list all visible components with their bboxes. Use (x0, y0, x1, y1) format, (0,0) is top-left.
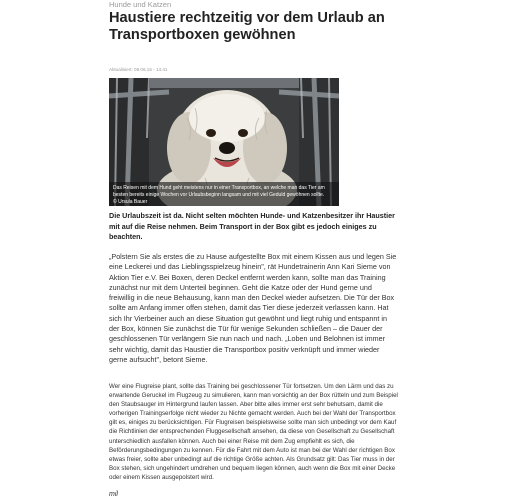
article-image[interactable] (109, 78, 339, 206)
article-paragraph: Wer eine Flugreise plant, sollte das Training bei geschlossener Tür fortsetzen. Um den Lärm und das zu erwartende Geruckel im Flugzeug zu simulieren, kann man vorsichtig an der Box rütteln und zum Beispiel den Staubsauger im Hintergrund laufen lassen. Aber bitte alles immer erst sehr behutsam, damit die vorherigen Trainingserfolge nicht wieder zu Nichte gemacht werden. Auch bei der Wahl der Transportbox gilt es, einiges zu berücksichtigen. Für Flugreisen beispielsweise sollte man sich unbedingt vor dem Kauf die Richtlinien der entsprechenden Fluggesellschaft ansehen, da diese von Gesellschaft zu Gesellschaft unterschiedlich ausfallen können. Auch bei einer Reise mit dem Zug empfiehlt es sich, die Beförderungsbedingungen zu kennen. Für die Fahrt mit dem Auto ist man bei der Wahl der richtigen Box etwas freier, sollte aber unbedingt auf die richtige Größe achten. Als Grundsatz gilt: Das Tier muss in der Box stehen, sich ungehindert umdrehen und bequem liegen können, auch wenn die Box mit einer Decke oder einem Kissen ausgepolstert wird. (109, 383, 398, 481)
image-credit: © Ursula Bauer (113, 199, 148, 206)
article-title: Haustiere rechtzeitig vor dem Urlaub an Transportboxen gewöhnen (109, 10, 385, 43)
article-date: Aktualisiert: 08.06.15 - 14:41 (109, 67, 168, 72)
image-caption: Das Reisen mit dem Hund geht meistens nur in einer Transportbox, an welche man das Tier am besten bereits einige Wochen vor Urlaubsbeginn langsam und mit viel Geduld gewöhnen sollte. (113, 185, 325, 198)
author-signature: mil (109, 491, 118, 498)
article-lead: Die Urlaubszeit ist da. Nicht selten möchten Hunde- und Katzenbesitzer ihr Haustier mit auf die Reise nehmen. Beim Transport in der Box gibt es jedoch einiges zu beachten. (109, 211, 395, 242)
article-category[interactable]: Hunde und Katzen (109, 0, 172, 9)
image-caption-box (109, 182, 339, 206)
article-paragraph: „Polstern Sie als erstes die zu Hause aufgestellte Box mit einem Kissen aus und legen Sie eine Leckerei und das Lieblingsspielzeug hinein", rät Hundetrainerin Ann Kari Sieme von Aktion Tier e.V. Bei Boxen, deren Deckel entfernt werden kann, sollte man das Training zunächst nur mit dem Unterteil beginnen. Geht die Katze oder der Hund gerne und freiwillig in die neue Behausung, kann man den Deckel wieder aufsetzen. Die Tür der Box sollte am Anfang immer offen stehen, damit das Tier diese jederzeit verlassen kann. Hat sich Ihr Vierbeiner auch an diese Situation gut gewöhnt und liegt ruhig und entspannt in der Box, können Sie zunächst die Tür für wenige Sekunden schließen – die Dauer der geschlossenen Tür verlängern Sie nun nach und nach. „Loben und Belohnen ist immer sehr wichtig, damit das Haustier die Transportbox positiv verknüpft und immer wieder gerne aufsucht", betont Sieme. (109, 252, 397, 364)
